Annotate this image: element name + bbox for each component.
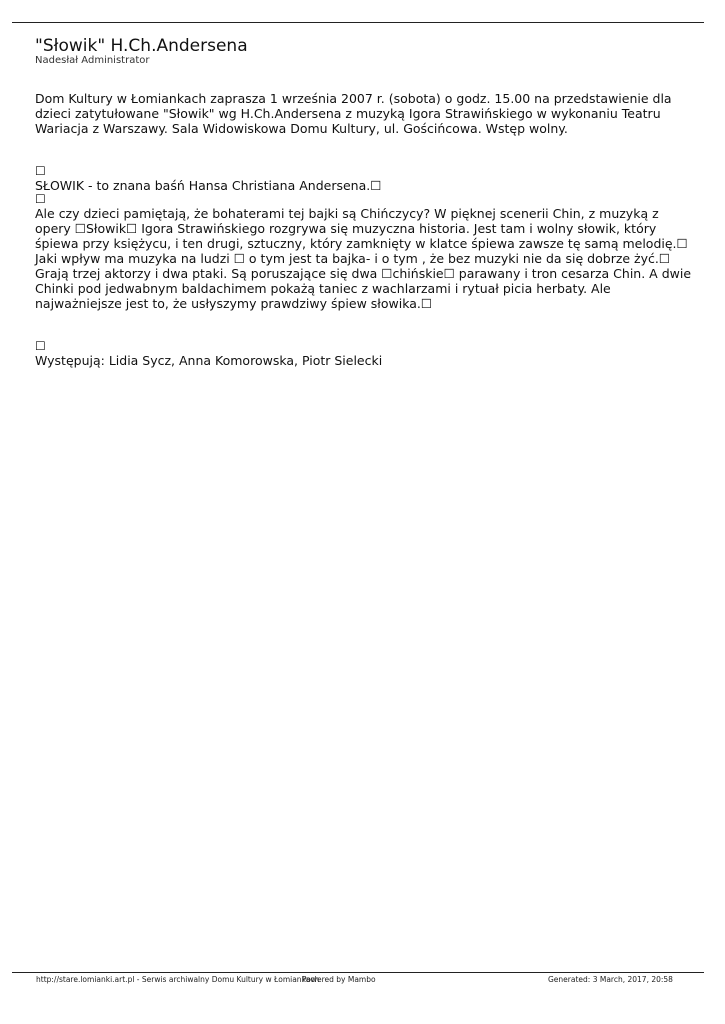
- body-line: opery ☐Słowik☐ Igora Strawińskiego rozgrywa się muzyczna historia. Jest tam i wolny słowik, który: [35, 221, 657, 236]
- body-line: śpiewa przy księżycu, i ten drugi, sztuczny, który zamknięty w klatce śpiewa zawsze tę samą melodię.☐: [35, 236, 688, 251]
- slowik-intro-line: SŁOWIK - to znana baśń Hansa Christiana Andersena.☐: [35, 178, 382, 193]
- article-title: "Słowik" H.Ch.Andersena: [35, 36, 248, 56]
- intro-line: Dom Kultury w Łomiankach zaprasza 1 września 2007 r. (sobota) o godz. 15.00 na przedstawienie dla: [35, 91, 672, 106]
- intro-paragraph: [35, 91, 703, 136]
- footer-source-link[interactable]: http://stare.lomianki.art.pl - Serwis archiwalny Domu Kultury w Łomiankach: [36, 975, 320, 984]
- footer-divider: [12, 972, 704, 973]
- intro-line: dzieci zatytułowane "Słowik" wg H.Ch.Andersena z muzyką Igora Strawińskiego w wykonaniu Teatru: [35, 106, 661, 121]
- cast-section: [35, 340, 703, 368]
- placeholder-glyph: ☐: [35, 339, 46, 353]
- footer-generated-date: Generated: 3 March, 2017, 20:58: [548, 975, 673, 984]
- body-line: Chinki pod jedwabnym baldachimem pokażą taniec z wachlarzami i rytuał picia herbaty. Ale: [35, 281, 611, 296]
- body-line: Jaki wpływ ma muzyka na ludzi ☐ o tym jest ta bajka- i o tym , że bez muzyki nie da się dobrze żyć.☐: [35, 251, 671, 266]
- intro-line: Wariacja z Warszawy. Sala Widowiskowa Domu Kultury, ul. Gościńcowa. Wstęp wolny.: [35, 121, 568, 136]
- placeholder-glyph: ☐: [35, 192, 46, 206]
- body-line: najważniejsze jest to, że usłyszymy prawdziwy śpiew słowika.☐: [35, 296, 433, 311]
- top-divider: [12, 22, 704, 23]
- cast-line: Występują: Lidia Sycz, Anna Komorowska, Piotr Sielecki: [35, 353, 383, 368]
- placeholder-glyph: ☐: [35, 164, 46, 178]
- article-byline: Nadesłał Administrator: [35, 55, 150, 66]
- footer-powered-by: Powered by Mambo: [302, 975, 376, 984]
- body-line: Ale czy dzieci pamiętają, że bohaterami tej bajki są Chińczycy? W pięknej scenerii Chin, z muzyką z: [35, 206, 659, 221]
- story-section: [35, 165, 703, 311]
- body-line: Grają trzej aktorzy i dwa ptaki. Są poruszające się dwa ☐chińskie☐ parawany i tron cesarza Chin. A dwie: [35, 266, 692, 281]
